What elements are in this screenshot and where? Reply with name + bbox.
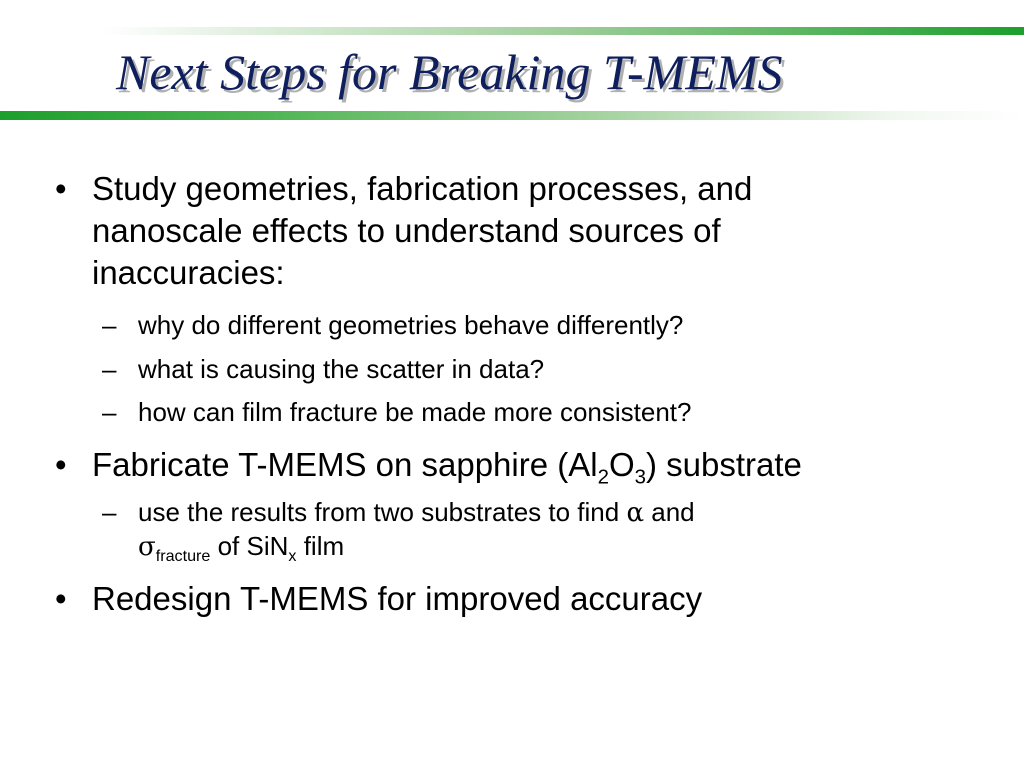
bullet-1-line-1: Study geometries, fabrication processes, and xyxy=(92,170,753,207)
bullet-1 xyxy=(55,168,972,294)
bullet-2-text-c: ) substrate xyxy=(646,446,802,483)
bullet-marker: • xyxy=(55,170,67,207)
bullet-marker: • xyxy=(55,446,67,483)
slide-title: Next Steps for Breaking T-MEMS xyxy=(116,44,783,100)
bullet-2-text-b: O xyxy=(608,446,635,483)
sub-bullet-text: of SiN xyxy=(210,531,289,561)
bullet-1-line-3: inaccuracies: xyxy=(92,254,285,291)
bullet-3 xyxy=(55,578,972,620)
sub-bullet-1-3 xyxy=(102,396,958,429)
sub-bullet-text: why do different geometries behave differently? xyxy=(138,310,684,340)
title-bottom-green-bar xyxy=(0,111,1024,120)
sub-bullet-text: use the results from two substrates to find xyxy=(138,497,627,527)
sub-bullet-text: what is causing the scatter in data? xyxy=(138,354,545,384)
title-top-green-bar xyxy=(0,27,1024,35)
dash-marker: – xyxy=(102,397,117,427)
bullet-2-text-a: Fabricate T-MEMS on sapphire (Al xyxy=(92,446,598,483)
sub-bullet-2-line-2 xyxy=(138,530,958,564)
alpha-symbol: α xyxy=(626,498,645,528)
sub-bullet-2-line-1 xyxy=(138,496,958,530)
subscript-2: 2 xyxy=(597,465,609,489)
subscript-fracture: fracture xyxy=(155,547,211,566)
dash-marker: – xyxy=(102,497,117,527)
sub-bullet-text: and xyxy=(644,497,695,527)
sub-bullet-text: how can film fracture be made more consistent? xyxy=(138,397,692,427)
sub-bullet-text: film xyxy=(296,531,345,561)
sub-bullet-1-1 xyxy=(102,309,958,342)
dash-marker: – xyxy=(102,310,117,340)
bullet-2 xyxy=(55,444,972,489)
sigma-symbol: σ xyxy=(138,532,156,562)
sub-bullet-1-2 xyxy=(102,353,958,386)
sub-bullet-2-1 xyxy=(102,496,958,566)
subscript-3: 3 xyxy=(634,465,647,489)
dash-marker: – xyxy=(102,354,117,384)
bullet-1-line-2: nanoscale effects to understand sources of xyxy=(92,212,721,249)
subscript-x: x xyxy=(288,547,297,566)
bullet-marker: • xyxy=(55,580,67,617)
bullet-3-text: Redesign T-MEMS for improved accuracy xyxy=(92,580,703,617)
